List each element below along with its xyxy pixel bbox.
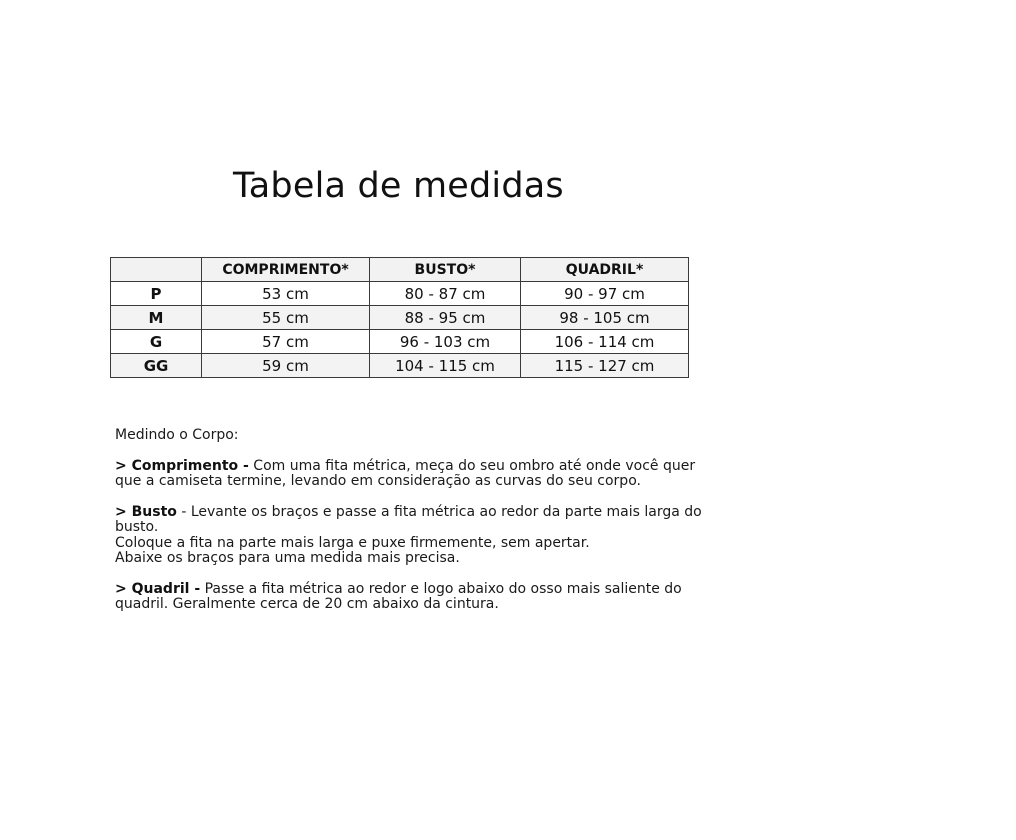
quadril-cell: 106 - 114 cm [521,330,689,354]
busto-instruction-line2: Coloque a fita na parte mais larga e puxe firmemente, sem apertar. [115,534,590,551]
size-cell: P [111,282,202,306]
table-header-row [111,258,689,282]
quadril-text: Passe a fita métrica ao redor e logo abaixo do osso mais saliente do quadril. Geralmente cerca de 20 cm abaixo da cintura. [115,580,682,612]
quadril-cell: 115 - 127 cm [521,354,689,378]
comprimento-cell: 59 cm [202,354,370,378]
busto-instruction [115,505,715,536]
header-quadril: QUADRIL* [521,258,689,282]
table-row [111,306,689,330]
comprimento-cell: 57 cm [202,330,370,354]
quadril-cell: 98 - 105 cm [521,306,689,330]
size-cell: GG [111,354,202,378]
busto-instruction-line3: Abaixe os braços para uma medida mais precisa. [115,550,460,566]
comprimento-text: Com uma fita métrica, meça do seu ombro até onde você quer que a camiseta termine, levando em consideração as curvas do seu corpo. [115,457,696,489]
comprimento-instruction [115,459,715,490]
instructions-heading: Medindo o Corpo: [115,427,239,443]
busto-cell: 80 - 87 cm [370,282,521,306]
size-cell: G [111,330,202,354]
table-row [111,354,689,378]
table-row [111,282,689,306]
size-chart-table [110,257,689,378]
quadril-label: > Quadril - [115,580,201,597]
busto-text: - Levante os braços e passe a fita métrica ao redor da parte mais larga do busto. [115,503,702,535]
page-title: Tabela de medidas [233,166,564,206]
comprimento-cell: 55 cm [202,306,370,330]
busto-cell: 104 - 115 cm [370,354,521,378]
comprimento-label: > Comprimento - [115,457,249,474]
comprimento-cell: 53 cm [202,282,370,306]
measuring-instructions [115,428,715,613]
table-row [111,330,689,354]
busto-cell: 96 - 103 cm [370,330,521,354]
quadril-instruction [115,582,715,613]
header-comprimento: COMPRIMENTO* [202,258,370,282]
busto-cell: 88 - 95 cm [370,306,521,330]
size-cell: M [111,306,202,330]
quadril-cell: 90 - 97 cm [521,282,689,306]
header-busto: BUSTO* [370,258,521,282]
busto-label: > Busto [115,503,177,520]
header-size [111,258,202,282]
